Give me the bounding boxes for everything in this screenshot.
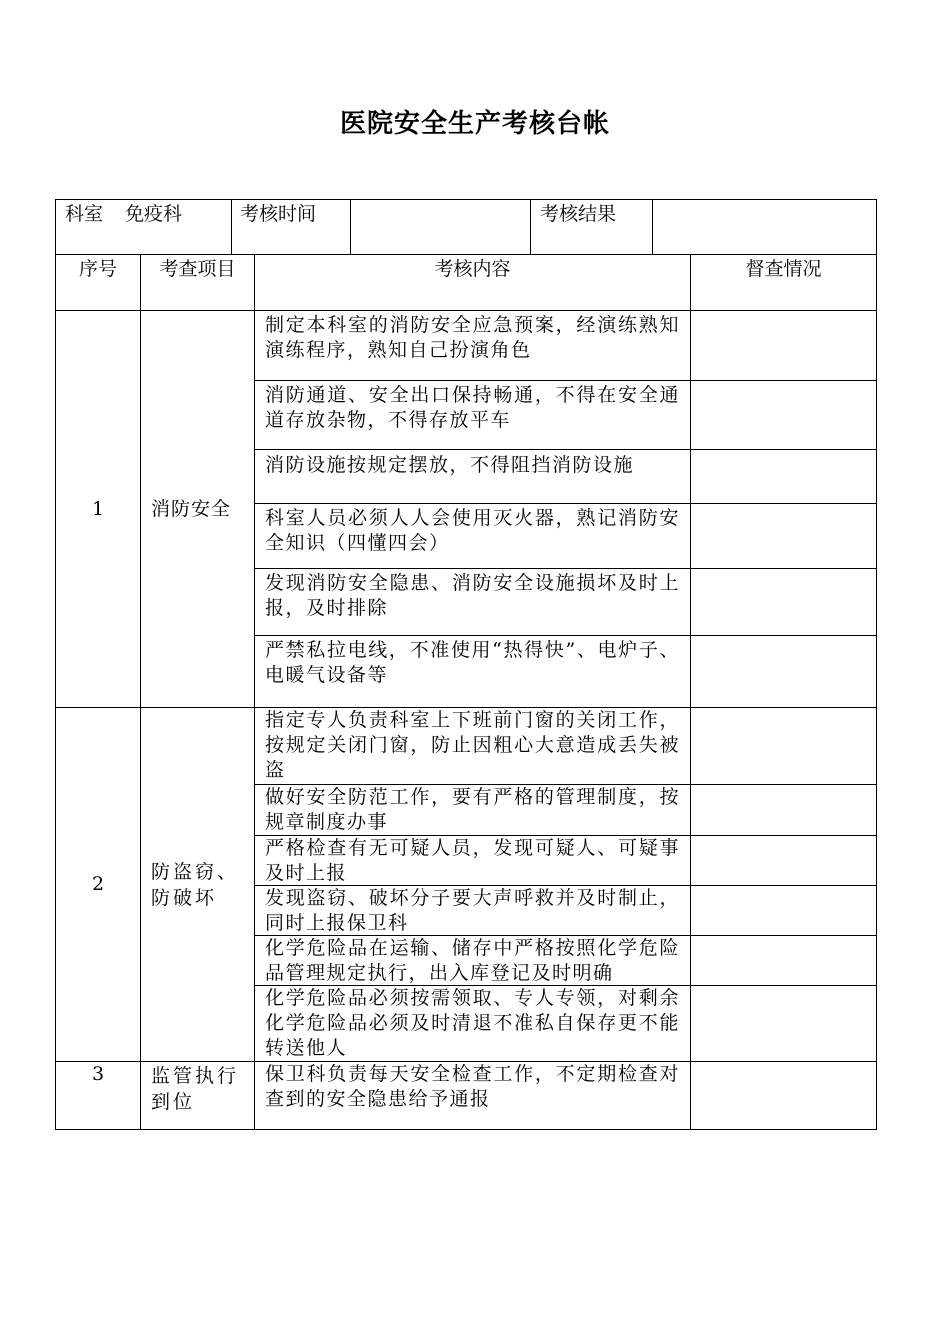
supervision-cell[interactable]	[690, 707, 877, 785]
result-label-cell	[530, 199, 653, 255]
check-item: 发现消防安全隐患、消防安全设施损坏及时上报，及时排除	[254, 568, 691, 636]
dept-value: 免疫科	[125, 203, 183, 225]
check-item: 做好安全防范工作，要有严格的管理制度，按规章制度办事	[254, 784, 691, 836]
supervision-cell[interactable]	[690, 449, 877, 504]
supervision-cell[interactable]	[690, 885, 877, 936]
section-category: 防盗窃、防破坏	[140, 707, 255, 1062]
supervision-cell[interactable]	[690, 503, 877, 569]
result-value-field[interactable]	[652, 199, 877, 255]
section-no: 1	[55, 310, 141, 708]
col-header-supervision: 督查情况	[690, 254, 877, 311]
supervision-cell[interactable]	[690, 985, 877, 1062]
check-item: 严禁私拉电线，不准使用“热得快”、电炉子、电暖气设备等	[254, 635, 691, 708]
section-no: 2	[55, 707, 141, 1062]
time-label-cell	[231, 199, 351, 255]
check-item: 制定本科室的消防安全应急预案，经演练熟知演练程序，熟知自己扮演角色	[254, 310, 691, 381]
check-item: 消防通道、安全出口保持畅通，不得在安全通道存放杂物，不得存放平车	[254, 380, 691, 450]
check-item: 保卫科负责每天安全检查工作，不定期检查对查到的安全隐患给予通报	[254, 1061, 691, 1130]
document-title: 医院安全生产考核台帐	[339, 109, 610, 139]
result-label: 考核结果	[540, 203, 617, 225]
supervision-cell[interactable]	[690, 310, 877, 381]
supervision-cell[interactable]	[690, 635, 877, 708]
dept-cell	[55, 199, 232, 255]
supervision-cell[interactable]	[690, 568, 877, 636]
supervision-cell[interactable]	[690, 835, 877, 886]
check-item: 发现盗窃、破坏分子要大声呼救并及时制止，同时上报保卫科	[254, 885, 691, 936]
supervision-cell[interactable]	[690, 1061, 877, 1130]
check-item: 科室人员必须人人会使用灭火器，熟记消防安全知识（四懂四会）	[254, 503, 691, 569]
supervision-cell[interactable]	[690, 935, 877, 986]
supervision-cell[interactable]	[690, 380, 877, 450]
dept-label: 科室	[65, 203, 104, 225]
time-label: 考核时间	[240, 203, 317, 225]
check-item: 消防设施按规定摆放，不得阻挡消防设施	[254, 449, 691, 504]
section-no: 3	[55, 1061, 141, 1130]
time-value-field[interactable]	[350, 199, 531, 255]
check-item: 指定专人负责科室上下班前门窗的关闭工作，按规定关闭门窗，防止因粗心大意造成丢失被盗	[254, 707, 691, 785]
col-header-no: 序号	[55, 254, 141, 311]
check-item: 化学危险品必须按需领取、专人专领，对剩余化学危险品必须及时清退不准私自保存更不能转送他人	[254, 985, 691, 1062]
section-category: 监管执行到位	[140, 1061, 255, 1130]
check-item: 严格检查有无可疑人员，发现可疑人、可疑事及时上报	[254, 835, 691, 886]
section-category: 消防安全	[140, 310, 255, 708]
check-item: 化学危险品在运输、储存中严格按照化学危险品管理规定执行，出入库登记及时明确	[254, 935, 691, 986]
col-header-content: 考核内容	[254, 254, 691, 311]
supervision-cell[interactable]	[690, 784, 877, 836]
col-header-category: 考查项目	[140, 254, 255, 311]
